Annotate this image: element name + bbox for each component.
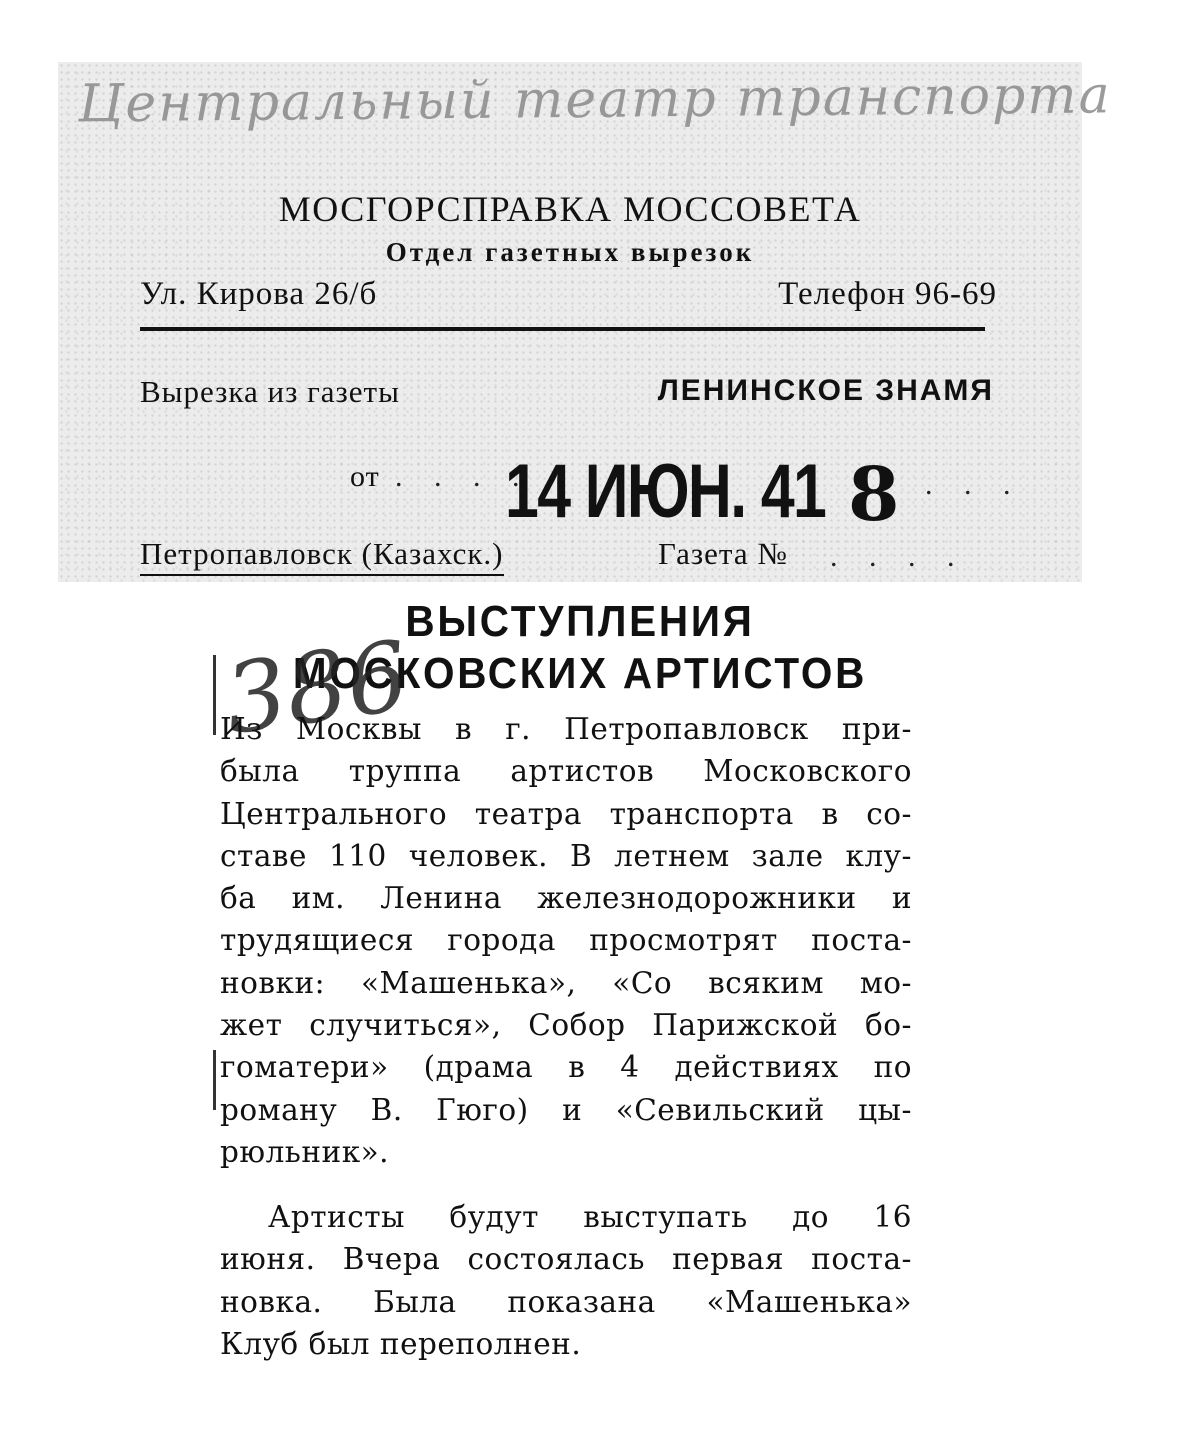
clipping-label: Вырезка из газеты <box>140 374 400 409</box>
issue-label: Газета № <box>658 536 788 571</box>
date-label: от <box>350 460 380 493</box>
date-dots-trailing: . . . <box>925 468 1023 501</box>
text-line: Артисты будут выступать до 16 <box>268 1200 912 1234</box>
header-divider <box>140 327 985 331</box>
stamped-date: 14 ИЮН. 41 <box>505 449 826 534</box>
text-line: жет случиться», Собор Парижской бо- <box>220 1008 912 1043</box>
text-line: трудящиеся города просмотрят поста- <box>220 923 912 958</box>
handwritten-number: 386 <box>218 619 416 757</box>
article-paragraph-2 <box>220 1196 912 1365</box>
text-line: Клуб был переполнен. <box>220 1326 582 1361</box>
text-line: была труппа артистов Московского <box>220 754 912 789</box>
text-line: новки: «Машенька», «Со всяким мо- <box>220 965 912 1000</box>
handwritten-note: Центральный театр транспорта <box>77 65 1112 135</box>
address-text: Ул. Кирова 26/б <box>140 276 378 312</box>
margin-mark <box>213 655 216 735</box>
newspaper-name: ЛЕНИНСКОЕ ЗНАМЯ <box>657 374 994 407</box>
city-label: Петропавловск (Казахск.) <box>140 536 504 576</box>
phone-text: Телефон 96-69 <box>778 276 997 312</box>
date-dots-leading: . . . . <box>395 460 532 493</box>
article-headline-line2: МОСКОВСКИХ АРТИСТОВ <box>292 649 868 698</box>
text-line: июня. Вчера состоялась первая поста- <box>220 1242 912 1277</box>
article-headline-line1: ВЫСТУПЛЕНИЯ <box>405 597 755 646</box>
stamped-number: 8 <box>848 452 900 538</box>
text-line: Центрального театра транспорта в со- <box>220 796 912 831</box>
text-line: ставе 110 человек. В летнем зале клу- <box>220 838 912 873</box>
department-subtitle: Отдел газетных вырезок <box>385 237 755 267</box>
issue-dots: . . . . <box>830 540 967 573</box>
organization-title: МОСГОРСПРАВКА МОССОВЕТА <box>278 189 862 229</box>
text-line: рюльник». <box>220 1134 390 1169</box>
margin-mark <box>213 1050 216 1110</box>
text-line: гоматери» (драма в 4 действиях по <box>220 1050 912 1085</box>
text-line: ба им. Ленина железнодорожники и <box>220 881 912 916</box>
article-paragraph-1 <box>220 708 912 1173</box>
text-line: Из Москвы в г. Петропавловск при- <box>220 712 912 746</box>
text-line: новка. Была показана «Машенька» <box>220 1284 912 1319</box>
text-line: роману В. Гюго) и «Севильский цы- <box>220 1092 912 1127</box>
